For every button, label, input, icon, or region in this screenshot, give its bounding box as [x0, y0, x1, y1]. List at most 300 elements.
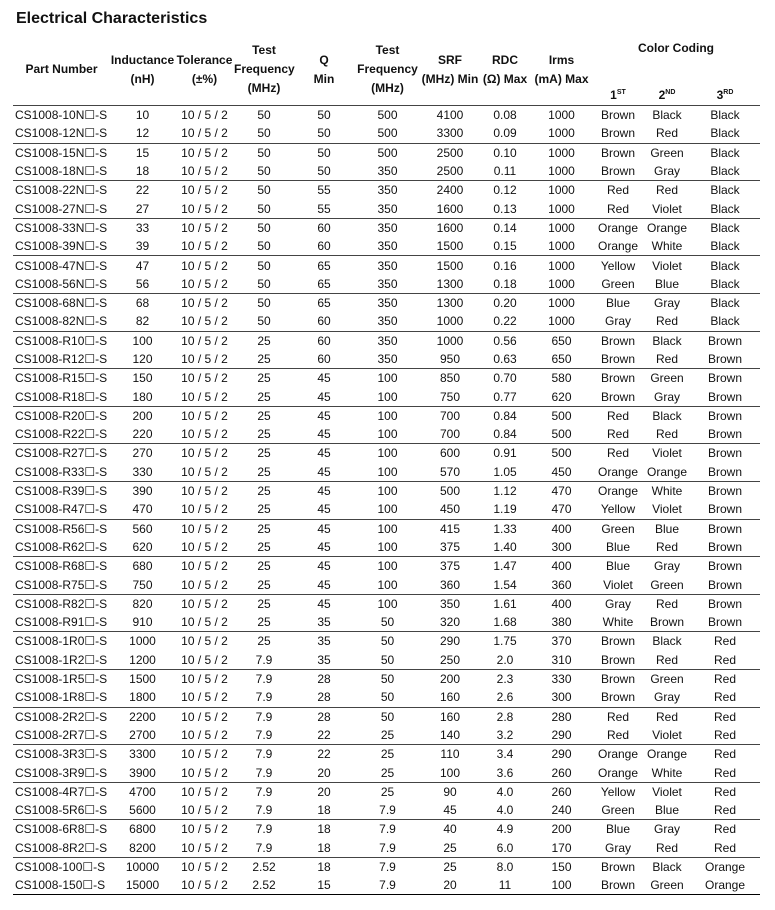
cell-rdc: 0.08	[479, 106, 531, 125]
cell-irms: 1000	[548, 201, 575, 216]
table-row	[13, 876, 760, 895]
cell-test-frequency-q: 50	[380, 615, 395, 630]
cell-color-3rd: Black	[710, 314, 740, 329]
cell-color-3rd: Red	[690, 745, 760, 764]
cell-color-3rd: Red	[690, 782, 760, 801]
cell-irms: 1000	[531, 143, 592, 162]
cell-part-number: CS1008-22N☐-S	[13, 181, 110, 200]
cell-srf: 2500	[421, 143, 479, 162]
cell-inductance: 6800	[110, 820, 175, 839]
cell-color-3rd: Brown	[690, 444, 760, 463]
table-row	[13, 293, 760, 312]
header-irms-line1: Irms	[548, 52, 575, 67]
cell-test-frequency-l: 7.9	[234, 745, 294, 764]
cell-q-min: 22	[294, 745, 354, 764]
cell-srf: 1000	[421, 331, 479, 350]
cell-color-3rd: Black	[690, 256, 760, 275]
cell-tolerance: 10 / 5 / 2	[175, 557, 234, 576]
cell-srf: 25	[421, 857, 479, 876]
header-band-2	[644, 85, 690, 106]
cell-test-frequency-l: 25	[257, 389, 271, 404]
cell-inductance: 270	[110, 444, 175, 463]
cell-tolerance: 10 / 5 / 2	[175, 876, 234, 895]
cell-test-frequency-q: 100	[354, 594, 421, 613]
cell-tolerance: 10 / 5 / 2	[181, 502, 228, 517]
cell-part-number: CS1008-39N☐-S	[15, 239, 108, 254]
cell-part-number: CS1008-8R2☐-S	[15, 840, 108, 855]
cell-test-frequency-l: 25	[257, 464, 271, 479]
cell-irms: 580	[531, 369, 592, 388]
cell-srf: 600	[421, 444, 479, 463]
cell-srf: 1300	[421, 293, 479, 312]
cell-srf: 4100	[421, 106, 479, 125]
cell-test-frequency-q: 350	[377, 239, 398, 254]
cell-test-frequency-l: 7.9	[234, 820, 294, 839]
cell-irms: 1000	[548, 239, 575, 254]
table-row	[13, 124, 760, 143]
cell-test-frequency-l: 50	[234, 106, 294, 125]
cell-color-1st: Brown	[592, 106, 644, 125]
header-color-coding: Color Coding	[638, 41, 714, 55]
cell-color-1st: Orange	[597, 239, 639, 254]
cell-part-number: CS1008-1R8☐-S	[15, 690, 108, 705]
cell-color-2nd: Gray	[653, 690, 680, 705]
cell-test-frequency-q: 100	[354, 481, 421, 500]
table-row	[13, 651, 760, 670]
cell-tolerance: 10 / 5 / 2	[181, 690, 228, 705]
cell-test-frequency-q: 7.9	[379, 803, 396, 818]
cell-test-frequency-q: 50	[380, 690, 395, 705]
cell-test-frequency-l: 25	[234, 481, 294, 500]
header-q-min	[294, 34, 354, 106]
cell-tolerance: 10 / 5 / 2	[175, 745, 234, 764]
cell-part-number: CS1008-R91☐-S	[15, 615, 108, 630]
cell-color-2nd: Black	[644, 406, 690, 425]
cell-rdc: 0.16	[479, 256, 531, 275]
header-band-1-num: 1	[610, 87, 617, 102]
cell-q-min: 18	[294, 857, 354, 876]
cell-color-2nd: Orange	[644, 218, 690, 237]
cell-tolerance: 10 / 5 / 2	[181, 389, 228, 404]
cell-srf: 700	[439, 427, 461, 442]
cell-rdc: 0.09	[493, 126, 517, 141]
cell-part-number: CS1008-R62☐-S	[15, 539, 108, 554]
cell-srf: 40	[421, 820, 479, 839]
cell-color-2nd: Red	[655, 539, 678, 554]
cell-part-number: CS1008-R22☐-S	[15, 427, 108, 442]
cell-q-min: 45	[294, 406, 354, 425]
cell-tolerance: 10 / 5 / 2	[175, 594, 234, 613]
cell-test-frequency-q: 100	[377, 502, 398, 517]
cell-test-frequency-l: 50	[257, 314, 271, 329]
cell-color-1st: Green	[601, 803, 635, 818]
cell-test-frequency-l: 25	[257, 427, 271, 442]
cell-srf: 375	[439, 539, 461, 554]
cell-part-number: CS1008-R47☐-S	[15, 502, 108, 517]
cell-part-number: CS1008-68N☐-S	[13, 293, 110, 312]
table-row	[13, 350, 760, 369]
cell-tolerance: 10 / 5 / 2	[175, 331, 234, 350]
cell-color-2nd: Violet	[644, 256, 690, 275]
cell-srf: 1500	[436, 239, 464, 254]
cell-irms: 200	[531, 820, 592, 839]
cell-inductance: 5600	[129, 803, 156, 818]
cell-srf: 1600	[436, 201, 464, 216]
cell-part-number: CS1008-33N☐-S	[13, 218, 110, 237]
cell-test-frequency-q: 7.9	[354, 820, 421, 839]
cell-color-2nd: Green	[644, 369, 690, 388]
cell-color-3rd: Red	[713, 652, 736, 667]
header-tolerance-line1: Tolerance	[176, 52, 233, 67]
cell-test-frequency-l: 25	[257, 615, 271, 630]
header-test-frequency-q-line2: Frequency	[357, 62, 418, 76]
cell-color-1st: Brown	[600, 652, 635, 667]
cell-inductance: 680	[110, 557, 175, 576]
cell-inductance: 8200	[129, 840, 156, 855]
cell-color-2nd: Gray	[644, 820, 690, 839]
cell-color-1st: Brown	[592, 876, 644, 895]
cell-part-number: CS1008-R12☐-S	[15, 352, 108, 366]
cell-color-3rd: Brown	[707, 577, 742, 592]
cell-srf: 20	[421, 876, 479, 895]
cell-color-1st: Brown	[600, 690, 635, 705]
cell-rdc: 3.4	[479, 745, 531, 764]
cell-srf: 350	[421, 594, 479, 613]
cell-color-2nd: Gray	[644, 293, 690, 312]
cell-color-1st: Yellow	[592, 256, 644, 275]
cell-test-frequency-l: 7.9	[234, 707, 294, 726]
cell-test-frequency-l: 25	[234, 557, 294, 576]
cell-q-min: 45	[294, 594, 354, 613]
cell-srf: 950	[439, 352, 461, 366]
cell-inductance: 2200	[110, 707, 175, 726]
table-row	[13, 857, 760, 876]
cell-test-frequency-q: 350	[354, 218, 421, 237]
cell-test-frequency-q: 100	[354, 519, 421, 538]
table-row	[13, 500, 760, 519]
table-body	[13, 106, 760, 895]
cell-q-min: 45	[294, 557, 354, 576]
cell-srf: 415	[421, 519, 479, 538]
cell-q-min: 35	[317, 615, 331, 630]
cell-color-1st: Brown	[600, 352, 635, 366]
cell-test-frequency-q: 350	[377, 352, 398, 366]
cell-part-number: CS1008-R18☐-S	[15, 389, 108, 404]
header-test-frequency-l	[234, 34, 294, 106]
cell-inductance: 1800	[129, 690, 156, 705]
cell-color-3rd: Black	[710, 126, 740, 141]
cell-srf: 290	[421, 632, 479, 651]
cell-tolerance: 10 / 5 / 2	[175, 820, 234, 839]
cell-test-frequency-l: 25	[234, 406, 294, 425]
cell-inductance: 12	[135, 126, 150, 141]
header-test-frequency-q	[354, 34, 421, 106]
cell-irms: 150	[531, 857, 592, 876]
cell-color-3rd: Brown	[707, 615, 742, 630]
cell-color-3rd: Black	[710, 164, 740, 179]
cell-color-2nd: Red	[644, 707, 690, 726]
cell-color-2nd: Red	[655, 840, 678, 855]
cell-irms: 1000	[531, 106, 592, 125]
cell-color-1st: Blue	[592, 293, 644, 312]
header-q-min-line2: Min	[313, 71, 335, 86]
cell-inductance: 3900	[129, 765, 156, 780]
cell-rdc: 0.18	[493, 276, 517, 291]
cell-color-3rd: Brown	[690, 519, 760, 538]
cell-test-frequency-l: 50	[234, 256, 294, 275]
cell-color-1st: Red	[606, 727, 629, 742]
header-irms	[531, 34, 592, 106]
cell-q-min: 20	[317, 765, 331, 780]
cell-inductance: 620	[132, 539, 153, 554]
table-row	[13, 425, 760, 444]
header-band-3-num: 3	[716, 87, 724, 102]
cell-rdc: 0.84	[479, 406, 531, 425]
cell-color-2nd: Orange	[646, 464, 688, 479]
cell-color-2nd: Black	[644, 331, 690, 350]
cell-q-min: 50	[294, 143, 354, 162]
cell-test-frequency-l: 50	[234, 181, 294, 200]
cell-srf: 360	[439, 577, 461, 592]
header-tolerance-line2: (±%)	[191, 71, 218, 86]
cell-color-3rd: Brown	[707, 464, 742, 479]
cell-irms: 300	[551, 690, 572, 705]
cell-tolerance: 10 / 5 / 2	[175, 143, 234, 162]
table-row	[13, 763, 760, 782]
cell-color-3rd: Brown	[707, 502, 742, 517]
cell-irms: 650	[531, 331, 592, 350]
cell-inductance: 27	[135, 201, 150, 216]
cell-color-1st: Gray	[604, 314, 631, 329]
cell-color-2nd: Green	[644, 143, 690, 162]
cell-part-number: CS1008-R56☐-S	[13, 519, 110, 538]
cell-srf: 250	[439, 652, 461, 667]
cell-color-1st: Yellow	[592, 782, 644, 801]
cell-color-1st: Red	[592, 707, 644, 726]
cell-test-frequency-q: 500	[354, 143, 421, 162]
header-part-number: Part Number	[25, 62, 98, 76]
cell-irms: 360	[551, 577, 572, 592]
cell-color-2nd: White	[651, 239, 683, 254]
cell-color-3rd: Red	[690, 707, 760, 726]
cell-test-frequency-q: 100	[354, 557, 421, 576]
cell-test-frequency-q: 25	[354, 782, 421, 801]
cell-test-frequency-q: 350	[377, 314, 398, 329]
cell-q-min: 45	[317, 539, 331, 554]
cell-irms: 450	[551, 464, 572, 479]
cell-color-1st: Red	[592, 181, 644, 200]
cell-test-frequency-l: 50	[257, 126, 271, 141]
cell-test-frequency-l: 25	[234, 594, 294, 613]
table-row	[13, 669, 760, 688]
cell-srf: 320	[439, 615, 461, 630]
header-rdc	[479, 34, 531, 106]
header-band-1-suffix: ST	[616, 88, 626, 96]
cell-inductance: 1000	[110, 632, 175, 651]
cell-tolerance: 10 / 5 / 2	[175, 519, 234, 538]
header-band-2-suffix: ND	[665, 88, 676, 96]
header-srf	[421, 34, 479, 106]
cell-srf: 700	[421, 406, 479, 425]
cell-color-3rd: Black	[710, 201, 740, 216]
cell-inductance: 47	[110, 256, 175, 275]
header-srf-line1: SRF	[438, 52, 462, 67]
cell-color-1st: Blue	[605, 539, 631, 554]
cell-test-frequency-l: 50	[257, 164, 271, 179]
cell-part-number: CS1008-15N☐-S	[13, 143, 110, 162]
cell-rdc: 4.0	[496, 803, 514, 818]
cell-part-number: CS1008-3R3☐-S	[13, 745, 110, 764]
cell-irms: 380	[551, 615, 572, 630]
cell-test-frequency-l: 7.9	[255, 727, 273, 742]
cell-color-3rd: Orange	[690, 857, 760, 876]
cell-srf: 1300	[436, 276, 464, 291]
table-row	[13, 162, 760, 181]
cell-color-2nd: Red	[655, 352, 678, 366]
header-inductance	[110, 34, 175, 106]
cell-irms: 280	[531, 707, 592, 726]
cell-part-number: CS1008-2R2☐-S	[13, 707, 110, 726]
cell-color-2nd: Blue	[654, 803, 680, 818]
cell-q-min: 60	[317, 239, 331, 254]
cell-test-frequency-q: 50	[380, 652, 395, 667]
cell-tolerance: 10 / 5 / 2	[181, 840, 228, 855]
cell-tolerance: 10 / 5 / 2	[181, 539, 228, 554]
cell-irms: 1000	[531, 218, 592, 237]
cell-test-frequency-q: 350	[354, 181, 421, 200]
header-band-3-suffix: RD	[723, 88, 734, 96]
cell-irms: 400	[531, 557, 592, 576]
cell-irms: 1000	[531, 181, 592, 200]
cell-irms: 400	[531, 594, 592, 613]
cell-srf: 200	[421, 669, 479, 688]
cell-rdc: 3.2	[496, 727, 514, 742]
cell-test-frequency-q: 350	[377, 201, 398, 216]
cell-srf: 2400	[421, 181, 479, 200]
table-row	[13, 143, 760, 162]
cell-irms: 1000	[531, 293, 592, 312]
cell-color-1st: Orange	[592, 218, 644, 237]
cell-rdc: 0.10	[479, 143, 531, 162]
table-row	[13, 688, 760, 707]
cell-rdc: 11	[479, 876, 531, 895]
header-test-frequency-q-line3: (MHz)	[371, 81, 404, 95]
cell-test-frequency-l: 7.9	[255, 840, 273, 855]
cell-q-min: 60	[317, 314, 331, 329]
cell-color-1st: Red	[606, 201, 629, 216]
cell-test-frequency-l: 25	[234, 331, 294, 350]
cell-color-3rd: Orange	[690, 876, 760, 895]
cell-color-2nd: Orange	[644, 745, 690, 764]
cell-inductance: 56	[135, 276, 150, 291]
cell-tolerance: 10 / 5 / 2	[181, 276, 228, 291]
cell-color-2nd: Green	[650, 577, 684, 592]
cell-q-min: 45	[317, 464, 331, 479]
cell-srf: 500	[421, 481, 479, 500]
cell-q-min: 55	[317, 201, 331, 216]
cell-test-frequency-l: 50	[234, 218, 294, 237]
cell-test-frequency-q: 50	[354, 669, 421, 688]
cell-tolerance: 10 / 5 / 2	[175, 369, 234, 388]
table-row	[13, 707, 760, 726]
cell-q-min: 45	[317, 502, 331, 517]
cell-color-3rd: Red	[713, 727, 736, 742]
table-row	[13, 782, 760, 801]
cell-color-1st: Orange	[597, 464, 639, 479]
cell-color-2nd: Red	[655, 314, 678, 329]
cell-color-1st: Blue	[592, 820, 644, 839]
cell-part-number: CS1008-R15☐-S	[13, 369, 110, 388]
cell-color-3rd: Brown	[707, 352, 742, 366]
cell-inductance: 100	[110, 331, 175, 350]
cell-rdc: 0.11	[493, 164, 517, 179]
cell-inductance: 750	[132, 577, 153, 592]
cell-color-3rd: Brown	[690, 594, 760, 613]
cell-test-frequency-q: 25	[354, 745, 421, 764]
cell-tolerance: 10 / 5 / 2	[175, 106, 234, 125]
cell-color-1st: Brown	[592, 669, 644, 688]
cell-color-2nd: Blue	[644, 519, 690, 538]
cell-test-frequency-l: 25	[234, 444, 294, 463]
cell-rdc: 0.56	[479, 331, 531, 350]
header-test-frequency-l-line3: (MHz)	[247, 81, 281, 95]
cell-inductance: 15	[110, 143, 175, 162]
cell-color-1st: Red	[606, 427, 629, 442]
cell-color-1st: Green	[592, 519, 644, 538]
cell-srf: 850	[421, 369, 479, 388]
cell-test-frequency-q: 7.9	[354, 876, 421, 895]
cell-inductance: 33	[110, 218, 175, 237]
cell-color-2nd: Gray	[653, 389, 680, 404]
table-row	[13, 199, 760, 218]
cell-inductance: 2700	[129, 727, 156, 742]
cell-irms: 1000	[531, 256, 592, 275]
table-row	[13, 481, 760, 500]
cell-test-frequency-q: 100	[377, 577, 398, 592]
cell-tolerance: 10 / 5 / 2	[181, 727, 228, 742]
cell-irms: 310	[551, 652, 572, 667]
cell-color-1st: Brown	[600, 164, 635, 179]
cell-test-frequency-l: 7.9	[255, 765, 273, 780]
cell-irms: 290	[531, 745, 592, 764]
header-rdc-line2: (Ω) Max	[482, 71, 528, 86]
cell-srf: 25	[443, 840, 457, 855]
cell-color-2nd: Black	[644, 632, 690, 651]
cell-color-3rd: Black	[690, 218, 760, 237]
cell-irms: 1000	[548, 314, 575, 329]
header-band-1	[592, 85, 644, 106]
cell-test-frequency-q: 7.9	[379, 840, 396, 855]
cell-test-frequency-q: 500	[377, 126, 398, 141]
cell-part-number: CS1008-6R8☐-S	[13, 820, 110, 839]
cell-rdc: 1.33	[479, 519, 531, 538]
cell-srf: 570	[439, 464, 461, 479]
table-row	[13, 387, 760, 406]
cell-test-frequency-q: 350	[354, 331, 421, 350]
cell-test-frequency-q: 25	[380, 765, 395, 780]
cell-srf: 45	[443, 803, 457, 818]
cell-inductance: 1500	[110, 669, 175, 688]
cell-tolerance: 10 / 5 / 2	[181, 464, 228, 479]
cell-color-3rd: Red	[713, 840, 736, 855]
header-test-frequency-l-line2: Frequency	[234, 62, 295, 76]
cell-srf: 1500	[421, 256, 479, 275]
cell-rdc: 0.13	[493, 201, 517, 216]
cell-rdc: 0.84	[493, 427, 517, 442]
cell-color-3rd: Brown	[690, 406, 760, 425]
cell-rdc: 0.77	[493, 389, 517, 404]
cell-tolerance: 10 / 5 / 2	[181, 201, 228, 216]
